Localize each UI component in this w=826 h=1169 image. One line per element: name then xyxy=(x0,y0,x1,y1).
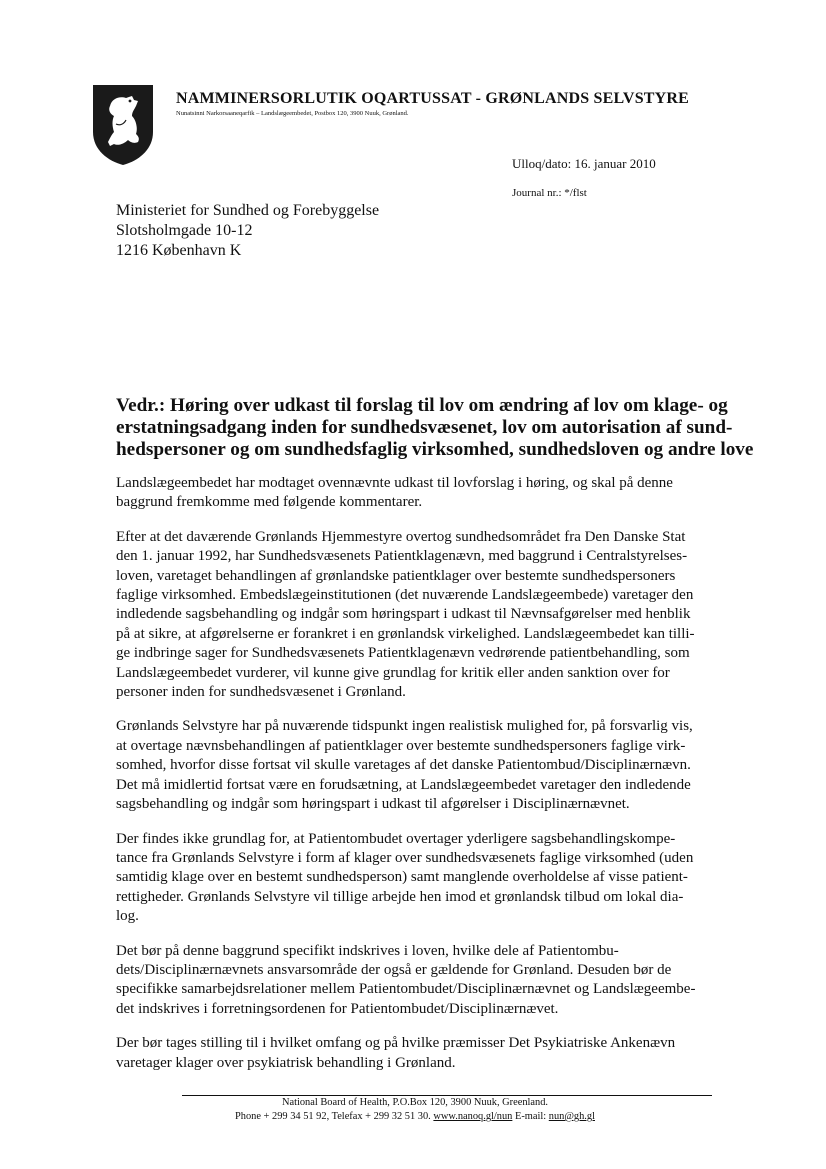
website-link[interactable]: www.nanoq.gl/nun xyxy=(433,1111,513,1122)
subject-heading xyxy=(116,395,754,461)
recipient-line: Slotsholmgade 10-12 xyxy=(116,222,253,239)
recipient-line: 1216 København K xyxy=(116,242,242,259)
paragraph-line: loven, varetaget behandlingen af grønlandske patientklager over bestemte sundhedspersoners xyxy=(116,567,676,584)
paragraph-line: ge indbringe sager for Sundhedsvæsenets Patientklagenævn vedrørende patientbehandling, som xyxy=(116,645,690,662)
organization-name: NAMMINERSORLUTIK OQARTUSSAT - GRØNLANDS SELVSTYRE xyxy=(176,90,690,107)
paragraph-line: specifikke samarbejdsrelationer mellem Patientombudet/Disciplinærnævnet og Landslægeembe- xyxy=(116,981,696,998)
date-line: Ulloq/dato: 16. januar 2010 xyxy=(512,156,656,171)
subject-line: hedspersoner og om sundhedsfaglig virksomhed, sundhedsloven og andre love xyxy=(116,439,754,460)
footer-address: National Board of Health, P.O.Box 120, 3900 Nuuk, Greenland. xyxy=(281,1097,549,1108)
paragraph xyxy=(116,830,731,927)
paragraph-line: varetager klager over psykiatrisk behandling i Grønland. xyxy=(116,1054,456,1071)
email-link[interactable]: nun@gh.gl xyxy=(548,1111,595,1122)
subject-line: Vedr.: Høring over udkast til forslag til lov om ændring af lov om klage- og xyxy=(116,395,728,416)
paragraph-line: personer inden for sundhedsvæsenet i Grønland. xyxy=(116,684,406,701)
letter-body xyxy=(116,474,731,1088)
coat-of-arms-logo xyxy=(92,84,154,166)
subject-line: erstatningsadgang inden for sundhedsvæsenet, lov om autorisation af sund- xyxy=(116,417,733,438)
recipient-address xyxy=(116,201,379,261)
paragraph-line: Grønlands Selvstyre har på nuværende tidspunkt ingen realistisk mulighed for, på forsvarlig vis, xyxy=(116,718,693,735)
paragraph-line: Der bør tages stilling til i hvilket omfang og på hvilke præmisser Det Psykiatriske Ankenævn xyxy=(116,1035,676,1052)
paragraph xyxy=(116,528,731,703)
paragraph-line: tance fra Grønlands Selvstyre i form af klager over sundhedsvæsenets faglige virksomhed (uden xyxy=(116,849,694,866)
paragraph-line: det indskrives i forretningsordenen for Patientombudet/Disciplinærnævet. xyxy=(116,1000,559,1017)
paragraph-line: at overtage nævnsbehandlingen af patientklager over bestemte sundhedspersoners faglige virk- xyxy=(116,737,686,754)
paragraph-line: faglige virksomhed. Embedslægeinstitutionen (det nuværende Landslægeembede) varetager den xyxy=(116,587,694,604)
paragraph-line: somhed, hvorfor disse fortsat vil skulle varetages af det danske Patientombud/Disciplinærnævn. xyxy=(116,757,691,774)
footer-contact xyxy=(150,1110,680,1124)
paragraph-line: dets/Disciplinærnævnets ansvarsområde der også er gældende for Grønland. Desuden bør de xyxy=(116,961,672,978)
journal-number: Journal nr.: */flst xyxy=(512,187,587,199)
organization-address: Nunatsinni Narkorsaaneqarfik – Landslægeembedet, Postbox 120, 3900 Nuuk, Grønland. xyxy=(176,110,409,117)
recipient-line: Ministeriet for Sundhed og Forebyggelse xyxy=(116,202,380,219)
paragraph-line: Efter at det daværende Grønlands Hjemmestyre overtog sundhedsområdet fra Den Danske Stat xyxy=(116,528,686,545)
paragraph-line: den 1. januar 1992, har Sundhedsvæsenets Patientklagenævn, med baggrund i Centralstyrelses- xyxy=(116,548,688,565)
paragraph-line: Landslægeembedet har modtaget ovennævnte udkast til lovforslag i høring, og skal på denne xyxy=(116,475,673,491)
paragraph-line: sagsbehandling og indgår som høringspart i udkast til afgørelser i Disciplinærnævnet. xyxy=(116,796,630,813)
footer-phone: Phone + 299 34 51 92, Telefax + 299 32 51 30. xyxy=(234,1111,431,1122)
paragraph xyxy=(116,942,731,1020)
footer xyxy=(150,1096,680,1124)
paragraph-line: Landslægeembedet vurderer, vil kunne give grundlag for kritik eller anden sanktion over for xyxy=(116,664,670,681)
paragraph-line: samtidig klage over en bestemt sundhedsperson) samt manglende overholdelse af visse patient- xyxy=(116,869,688,886)
paragraph-line: indledende sagsbehandling og indgår som høringspart i udkast til Nævnsafgørelser med henblik xyxy=(116,606,691,623)
paragraph xyxy=(116,1034,731,1073)
paragraph xyxy=(116,717,731,814)
paragraph-line: Der findes ikke grundlag for, at Patientombudet overtager yderligere sagsbehandlingskompe- xyxy=(116,830,676,847)
paragraph-line: baggrund fremkomme med følgende kommentarer. xyxy=(116,494,423,511)
paragraph xyxy=(116,474,731,513)
paragraph-line: rettigheder. Grønlands Selvstyre vil tillige arbejde hen imod et grønlandsk tilbud om lokal dia- xyxy=(116,888,684,905)
paragraph-line: log. xyxy=(116,908,139,925)
paragraph-line: Det bør på denne baggrund specifikt indskrives i loven, hvilke dele af Patientombu- xyxy=(116,942,619,959)
paragraph-line: Det må imidlertid fortsat være en forudsætning, at Landslægeembedet varetager den indledende xyxy=(116,776,691,793)
paragraph-line: på at sikre, at afgørelserne er forankret i en grønlandsk virkelighed. Landslægeembedet kan tilli- xyxy=(116,625,695,642)
email-label: E-mail: xyxy=(514,1111,547,1122)
